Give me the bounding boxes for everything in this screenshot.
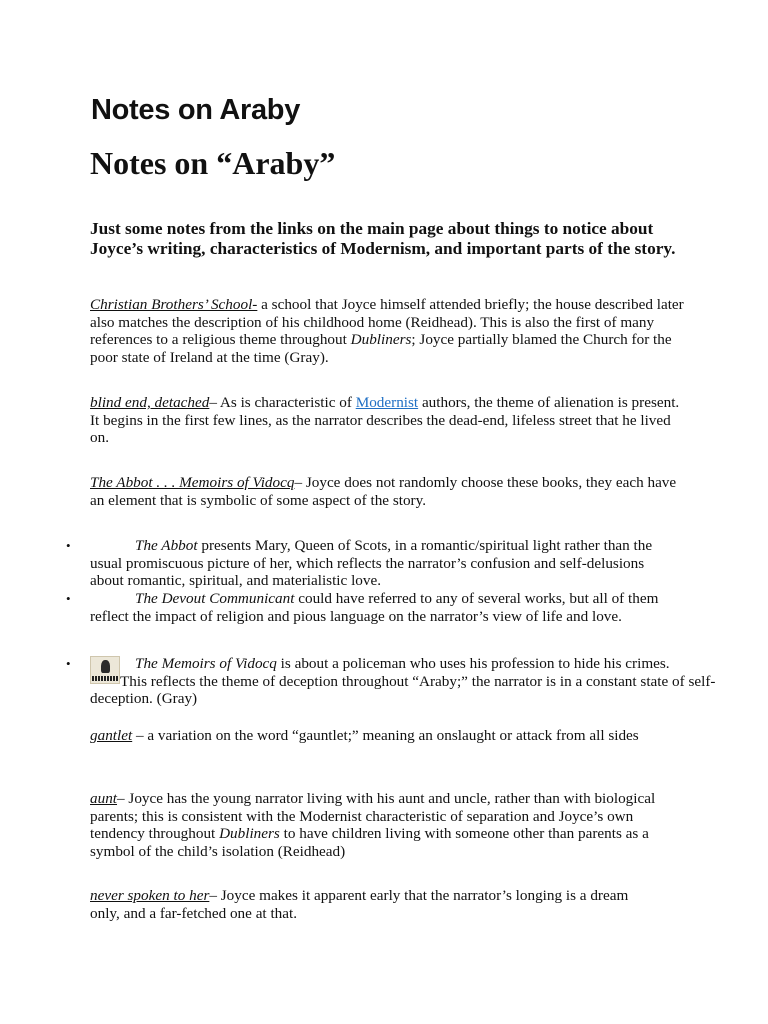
bullet-text: could have referred to any of several works, but all of them reflect the impact of religion and pious language on the narrator’s view of life and love. [90, 590, 659, 625]
note-text: – a variation on the word “gauntlet;” meaning an onslaught or attack from all sides [132, 727, 639, 744]
note-term: Christian Brothers’ School- [90, 296, 258, 313]
book-title: The Memoirs of Vidocq [135, 655, 277, 672]
note-text: – As is characteristic of [209, 394, 356, 411]
bullet-text: is about a policeman who uses his profession to hide his crimes. [276, 655, 670, 672]
note-text: a school that Joyce himself attended briefly; the house described later also matches the description of his childhood home (Reidhead). This is also the first of many references to a religious theme throughout [90, 296, 684, 348]
page-title: Notes on Araby [91, 94, 301, 126]
book-title: Dubliners [219, 825, 280, 842]
book-title: The Devout Communicant [135, 590, 295, 607]
bullet-item-the-abbot [90, 537, 665, 590]
note-aunt [90, 790, 690, 860]
note-text: authors, the theme of alienation is present. It begins in the first few lines, as the narrator describes the dead-end, lifeless street that he lived on. [90, 394, 680, 446]
modernist-link[interactable]: Modernist [355, 394, 419, 411]
note-term: aunt [90, 790, 118, 807]
note-christian-brothers-school [90, 296, 690, 366]
book-title: Dubliners [350, 331, 412, 348]
note-text: – Joyce has the young narrator living with his aunt and uncle, rather than with biological parents; this is consistent with the Modernist characteristic of separation and Joyce’s own tendency throughout [90, 790, 656, 842]
note-the-abbot [90, 474, 690, 509]
bullet-text: This reflects the theme of deception throughout “Araby;” the narrator is in a constant state of self-deception. (Gray) [90, 672, 716, 707]
intro-paragraph: Just some notes from the links on the main page about things to notice about Joyce’s writing, characteristics of Modernism, and important parts of the story. [90, 219, 676, 258]
note-text: – Joyce makes it apparent early that the narrator’s longing is a dream only, and a far-fetched one at that. [90, 887, 629, 922]
bullet-marker: • [66, 538, 71, 553]
note-term: blind end, detached [90, 394, 210, 411]
note-text: ; Joyce partially blamed the Church for the poor state of Ireland at the time (Gray). [90, 331, 672, 366]
bullet-text: presents Mary, Queen of Scots, in a romantic/spiritual light rather than the usual promiscuous picture of her, which reflects the narrator’s confusion and self-delusions about romantic, spiritual, and materialistic love. [90, 537, 653, 589]
note-text: – Joyce does not randomly choose these books, they each have an element that is symbolic of some aspect of the story. [90, 474, 677, 509]
bullet-item-memoirs-of-vidocq [90, 655, 730, 708]
note-term: The Abbot . . . Memoirs of Vidocq [90, 474, 295, 491]
bullet-item-devout-communicant [90, 590, 680, 625]
note-term: never spoken to her [90, 887, 210, 904]
book-title: The Abbot [135, 537, 198, 554]
note-term: gantlet [90, 727, 133, 744]
note-gantlet [90, 727, 670, 745]
note-never-spoken-to-her [90, 887, 660, 922]
note-text: to have children living with someone other than parents as a symbol of the child’s isolation (Reidhead) [90, 825, 649, 860]
note-blind-end [90, 394, 690, 447]
article-title: Notes on “Araby” [90, 145, 336, 181]
bullet-marker: • [66, 591, 71, 606]
bullet-marker: • [66, 656, 71, 671]
